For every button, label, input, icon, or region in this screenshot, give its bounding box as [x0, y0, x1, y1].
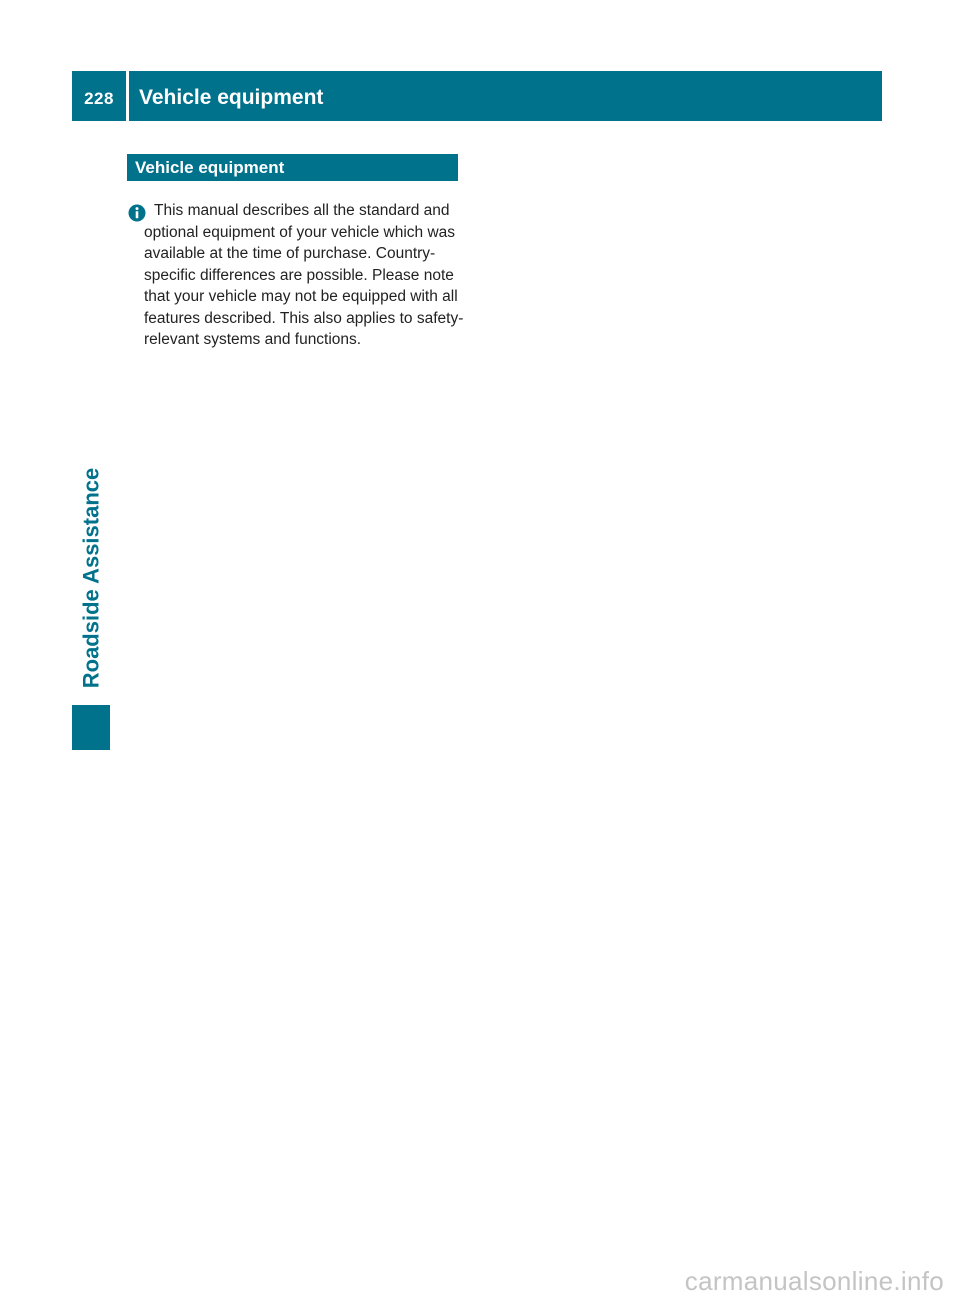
- watermark: carmanualsonline.info: [684, 1266, 944, 1296]
- page-number: 228: [84, 89, 114, 108]
- page-header-title: Vehicle equipment: [139, 86, 324, 109]
- header-divider: [126, 71, 129, 121]
- info-note-text: This manual describes all the standard and optional equipment of your vehicle which was available at the time of purchase. Country-specific differences are possible. Please note that your vehicle may not be equipped with all features described. This also applies to safety-relevant systems and functions.: [144, 202, 464, 348]
- side-tab-label: [72, 460, 110, 696]
- side-tab-label-text: Roadside Assistance: [78, 467, 103, 689]
- section-title: Vehicle equipment: [135, 157, 285, 177]
- side-tab-marker: [72, 705, 110, 750]
